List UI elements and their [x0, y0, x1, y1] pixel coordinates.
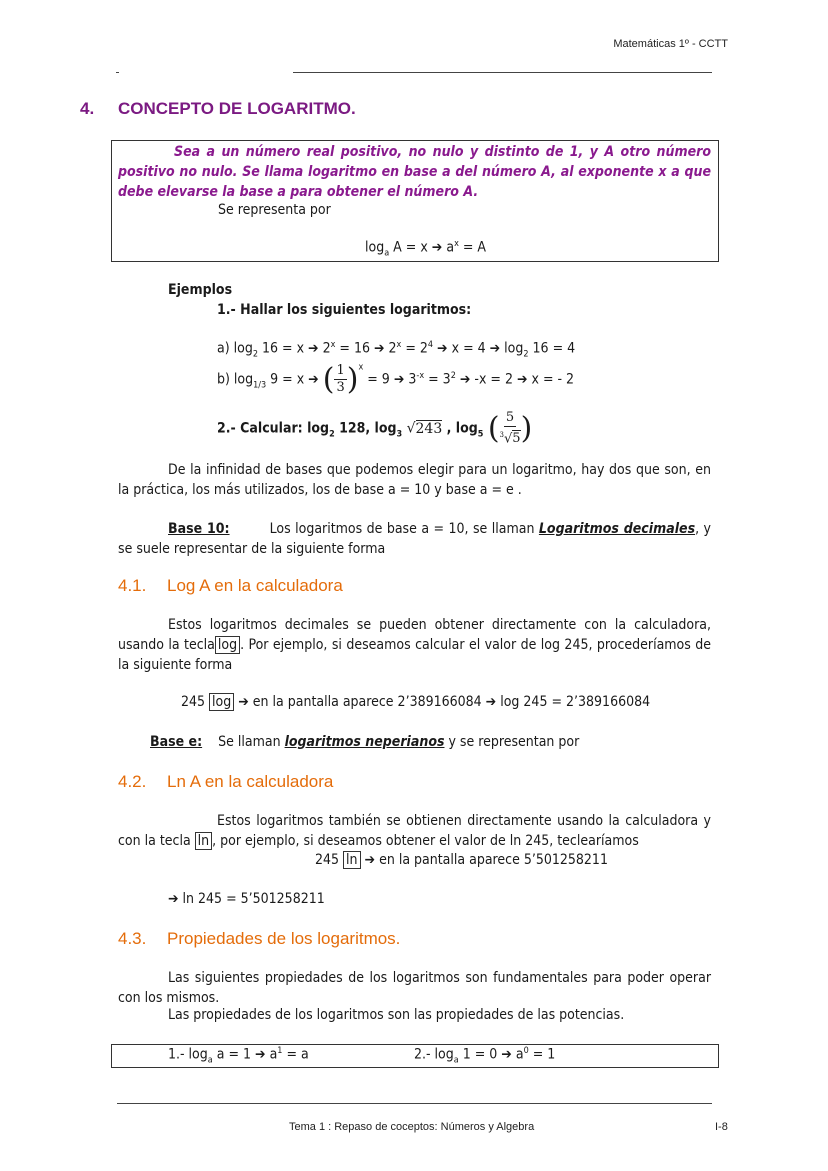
math-symbol: ) — [520, 411, 533, 447]
text-fragment: 2 — [252, 349, 258, 360]
text-fragment: , log — [442, 420, 478, 437]
text-fragment: = a — [282, 1046, 309, 1063]
text-fragment: , por ejemplo, si deseamos obtener el valor de ln 245, teclearíamos — [212, 833, 639, 849]
s43-paragraph-2: Las propiedades de los logaritmos son las propiedades de las potencias. — [168, 1007, 625, 1023]
text-fragment: = 1 — [528, 1046, 556, 1063]
text-fragment: 243 — [415, 420, 443, 437]
s43-paragraph: Las siguientes propiedades de los logaritmos son fundamentales para poder operar con los mismos. — [118, 970, 711, 1006]
examples-title: Ejemplos — [168, 282, 233, 298]
s41-paragraph — [118, 615, 711, 675]
text-fragment: ➔ x = 4 ➔ log — [433, 340, 524, 357]
text-fragment: ➔ en la pantalla aparece 2’389166084 ➔ log 245 = 2’389166084 — [234, 694, 651, 710]
text-fragment: Se llaman — [218, 734, 285, 750]
header-title: Matemáticas 1º - CCTT — [613, 38, 728, 50]
text-fragment: 1 — [336, 363, 345, 378]
math-symbol: ( — [487, 411, 500, 447]
text-fragment: 1 — [277, 1046, 283, 1056]
text-fragment: 1.- log — [168, 1046, 208, 1063]
math-symbol: $^3$√5 — [499, 431, 521, 447]
text-fragment: 3 — [336, 380, 345, 395]
text-fragment: b) log — [217, 371, 254, 388]
text-fragment: x — [396, 340, 402, 350]
text-fragment: 9 = x ➔ — [266, 371, 323, 388]
text-fragment: ➔ en la pantalla aparece 5’501258211 — [360, 852, 608, 868]
text-fragment: 2 — [523, 349, 529, 360]
text-fragment: a — [207, 1055, 213, 1066]
definition-formula — [365, 239, 486, 258]
text-fragment: a = 1 ➔ a — [212, 1046, 278, 1063]
text-fragment: 4 — [427, 340, 434, 350]
subsection-4-3-number: 4.3. — [118, 929, 147, 948]
text-fragment: 2 — [329, 429, 335, 440]
text-fragment: 2.- Calcular: log — [217, 420, 330, 437]
subsection-4-1-number: 4.1. — [118, 576, 147, 595]
base10-paragraph — [118, 519, 711, 559]
text-fragment: 3 — [499, 431, 504, 439]
text-fragment: logaritmos neperianos — [284, 734, 445, 750]
header-rule — [293, 72, 712, 73]
example1-title: 1.- Hallar los siguientes logaritmos: — [217, 302, 472, 318]
subsection-4-2-title: Ln A en la calculadora — [167, 772, 334, 791]
definition-text: Sea a un número real positivo, no nulo y distinto de 1, y A otro número positivo no nulo. Se llama logaritmo en base a del número A, al exponente x a que debe elevarse la base a para obtener el número A. — [118, 144, 711, 200]
text-fragment: Estos logaritmos también se obtienen directamente usando la calculadora y con la tecla — [118, 813, 711, 849]
text-fragment: 5 — [505, 410, 515, 425]
section-number: 4. — [80, 99, 95, 118]
text-fragment: 1 = 0 ➔ a — [458, 1046, 524, 1063]
text-fragment: log — [365, 239, 385, 256]
text-fragment: Base 10: — [168, 521, 230, 537]
footer-text: Tema 1 : Repaso de coceptos: Números y Algebra — [289, 1121, 535, 1133]
text-fragment: = A — [458, 239, 487, 256]
text-fragment: 16 = 4 — [528, 340, 576, 357]
text-fragment: x — [358, 362, 364, 373]
example-b — [217, 362, 574, 397]
text-fragment: = 2 — [401, 340, 428, 357]
text-fragment: x — [330, 340, 336, 350]
section-title: CONCEPTO DE LOGARITMO. — [118, 99, 356, 118]
math-symbol — [334, 363, 346, 396]
text-fragment: x — [454, 239, 459, 249]
log-key: log — [215, 636, 240, 654]
text-fragment: Los logaritmos de base a = 10, se llaman — [269, 521, 539, 537]
example-a — [217, 340, 575, 359]
s42-result: ➔ ln 245 = 5’501258211 — [168, 891, 325, 907]
text-fragment: y se representan por — [444, 734, 580, 750]
text-fragment: 3 — [396, 429, 403, 440]
text-fragment: 128, log — [334, 420, 397, 437]
text-fragment: 245 — [181, 694, 206, 710]
subsection-4-2-number: 4.2. — [118, 772, 147, 791]
text-fragment: log — [209, 693, 234, 711]
text-fragment: Estos logaritmos decimales se pueden obtener directamente con la calculadora, usando la tecla — [118, 617, 711, 653]
ln-key: ln — [195, 832, 212, 850]
footer-rule — [117, 1103, 712, 1104]
text-fragment: 0 — [523, 1046, 529, 1056]
header-mark — [116, 72, 119, 73]
subsection-4-1-title: Log A en la calculadora — [167, 576, 343, 595]
s42-paragraph — [118, 811, 711, 851]
s41-example — [181, 694, 650, 710]
text-fragment: 2 — [450, 370, 456, 381]
text-fragment: 16 = x ➔ 2 — [258, 340, 331, 357]
text-fragment: 5 — [477, 429, 484, 440]
s42-example — [315, 852, 608, 868]
text-fragment: 5 — [512, 431, 521, 447]
math-symbol: √243 — [406, 420, 443, 437]
bases-paragraph: De la infinidad de bases que podemos elegir para un logaritmo, hay dos que son, en la práctica, los más utilizados, los de base a = 10 y base a = e . — [118, 462, 711, 498]
definition-box — [111, 140, 719, 262]
math-symbol: ( — [322, 362, 335, 397]
text-fragment: Base e: — [150, 734, 203, 750]
text-fragment: a) log — [217, 340, 253, 357]
math-symbol — [500, 410, 521, 447]
basee-line — [150, 734, 579, 750]
property-2 — [414, 1046, 555, 1065]
text-fragment: . Por ejemplo, si deseamos calcular el valor de log 245, procederíamos de la siguiente forma — [118, 637, 712, 673]
page-number: I-8 — [715, 1121, 728, 1133]
text-fragment: 245 — [315, 852, 340, 868]
text-fragment: 2.- log — [414, 1046, 454, 1063]
text-fragment: a — [453, 1055, 459, 1066]
property-1 — [168, 1046, 309, 1065]
text-fragment: = 9 ➔ 3 — [363, 371, 417, 388]
text-fragment: = 3 — [424, 371, 451, 388]
text-fragment: ln — [343, 851, 360, 869]
math-symbol: ) — [346, 362, 359, 397]
text-fragment: A = x ➔ a — [389, 239, 455, 256]
subsection-4-3-title: Propiedades de los logaritmos. — [167, 929, 401, 948]
text-fragment: ➔ -x = 2 ➔ x = - 2 — [455, 371, 575, 388]
text-fragment: a — [384, 248, 390, 259]
text-fragment: Logaritmos decimales — [538, 521, 696, 537]
text-fragment: = 16 ➔ 2 — [335, 340, 397, 357]
properties-box — [111, 1044, 719, 1068]
text-fragment: 1/3 — [253, 380, 267, 391]
text-fragment: , y se suele representar de la siguiente forma — [118, 521, 711, 557]
text-fragment: -x — [416, 370, 425, 381]
example2 — [217, 410, 532, 447]
definition-represent: Se representa por — [218, 202, 331, 218]
